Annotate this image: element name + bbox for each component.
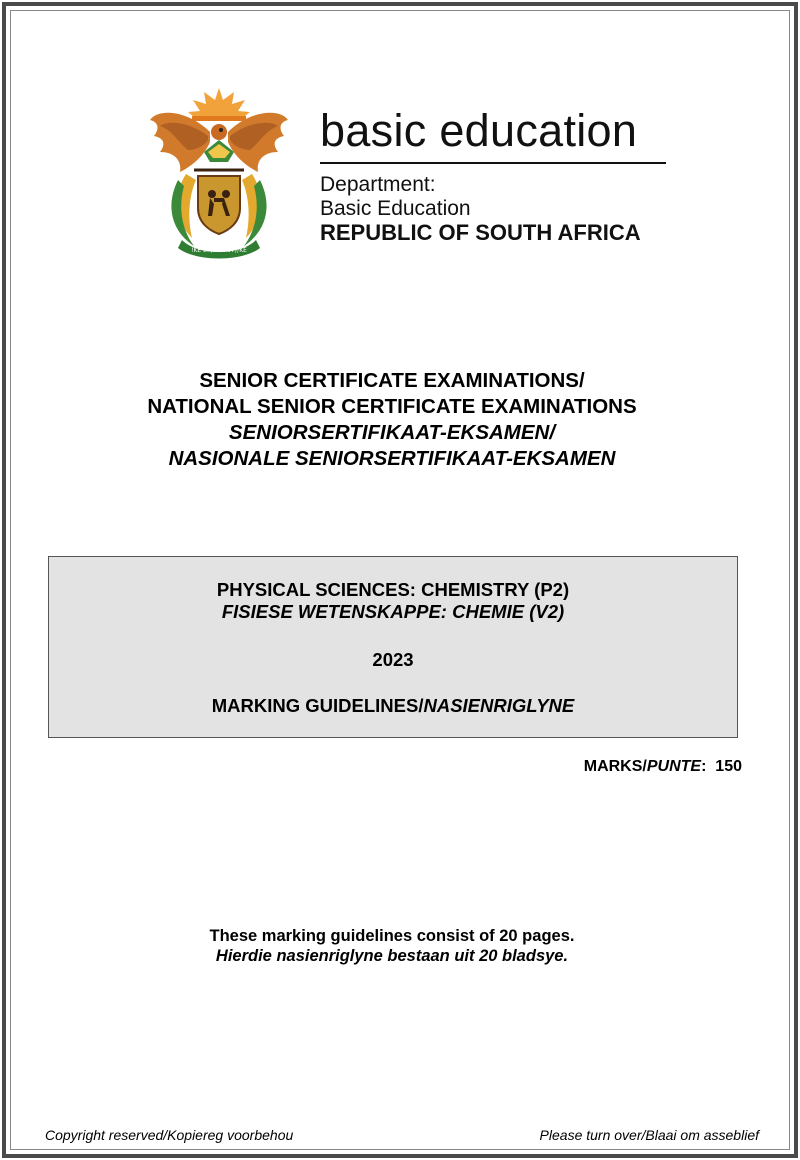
exam-year: 2023 — [372, 649, 414, 670]
country-name: REPUBLIC OF SOUTH AFRICA — [320, 220, 641, 245]
rising-sun-icon — [188, 88, 250, 121]
brand-title: basic education — [320, 105, 638, 156]
brand-divider — [320, 162, 666, 164]
department-name: Basic Education — [320, 197, 471, 220]
page-count-english: These marking guidelines consist of 20 pages. — [209, 927, 575, 945]
marks-value: 150 — [715, 758, 742, 775]
shield-icon — [198, 176, 240, 234]
exam-title-line-4: NASIONALE SENIORSERTIFIKAAT-EKSAMEN — [168, 447, 616, 470]
subject-afrikaans: FISIESE WETENSKAPPE: CHEMIE (V2) — [221, 601, 565, 622]
guidelines-english: MARKING GUIDELINES/ — [211, 695, 424, 716]
marks-label-afrikaans: PUNTE — [646, 758, 702, 775]
marks-label-english: MARKS/ — [583, 758, 647, 775]
subject-english: PHYSICAL SCIENCES: CHEMISTRY (P2) — [216, 579, 570, 600]
guidelines-afrikaans: NASIENRIGLYNE — [423, 695, 575, 716]
exam-title-line-3: SENIORSERTIFIKAAT-EKSAMEN/ — [228, 421, 556, 444]
page-count-note — [0, 926, 784, 966]
marking-guidelines-title — [49, 695, 737, 717]
svg-text:!KE E: /XARRA //KE: !KE E: /XARRA //KE — [191, 247, 247, 254]
subject-box — [48, 556, 738, 738]
exam-title-line-1: SENIOR CERTIFICATE EXAMINATIONS/ — [199, 369, 585, 392]
department-label: Department: — [320, 173, 436, 196]
total-marks: MARKS/PUNTE: 150 — [583, 758, 742, 775]
coat-of-arms-logo — [148, 80, 290, 260]
exam-title-line-2: NATIONAL SENIOR CERTIFICATE EXAMINATIONS — [147, 395, 637, 418]
footer-turn-over: Please turn over/Blaai om asseblief — [539, 1127, 759, 1143]
footer-copyright: Copyright reserved/Kopiereg voorbehou — [45, 1127, 294, 1143]
page-count-afrikaans: Hierdie nasienriglyne bestaan uit 20 bladsye. — [215, 947, 569, 965]
exam-titles — [0, 368, 784, 472]
